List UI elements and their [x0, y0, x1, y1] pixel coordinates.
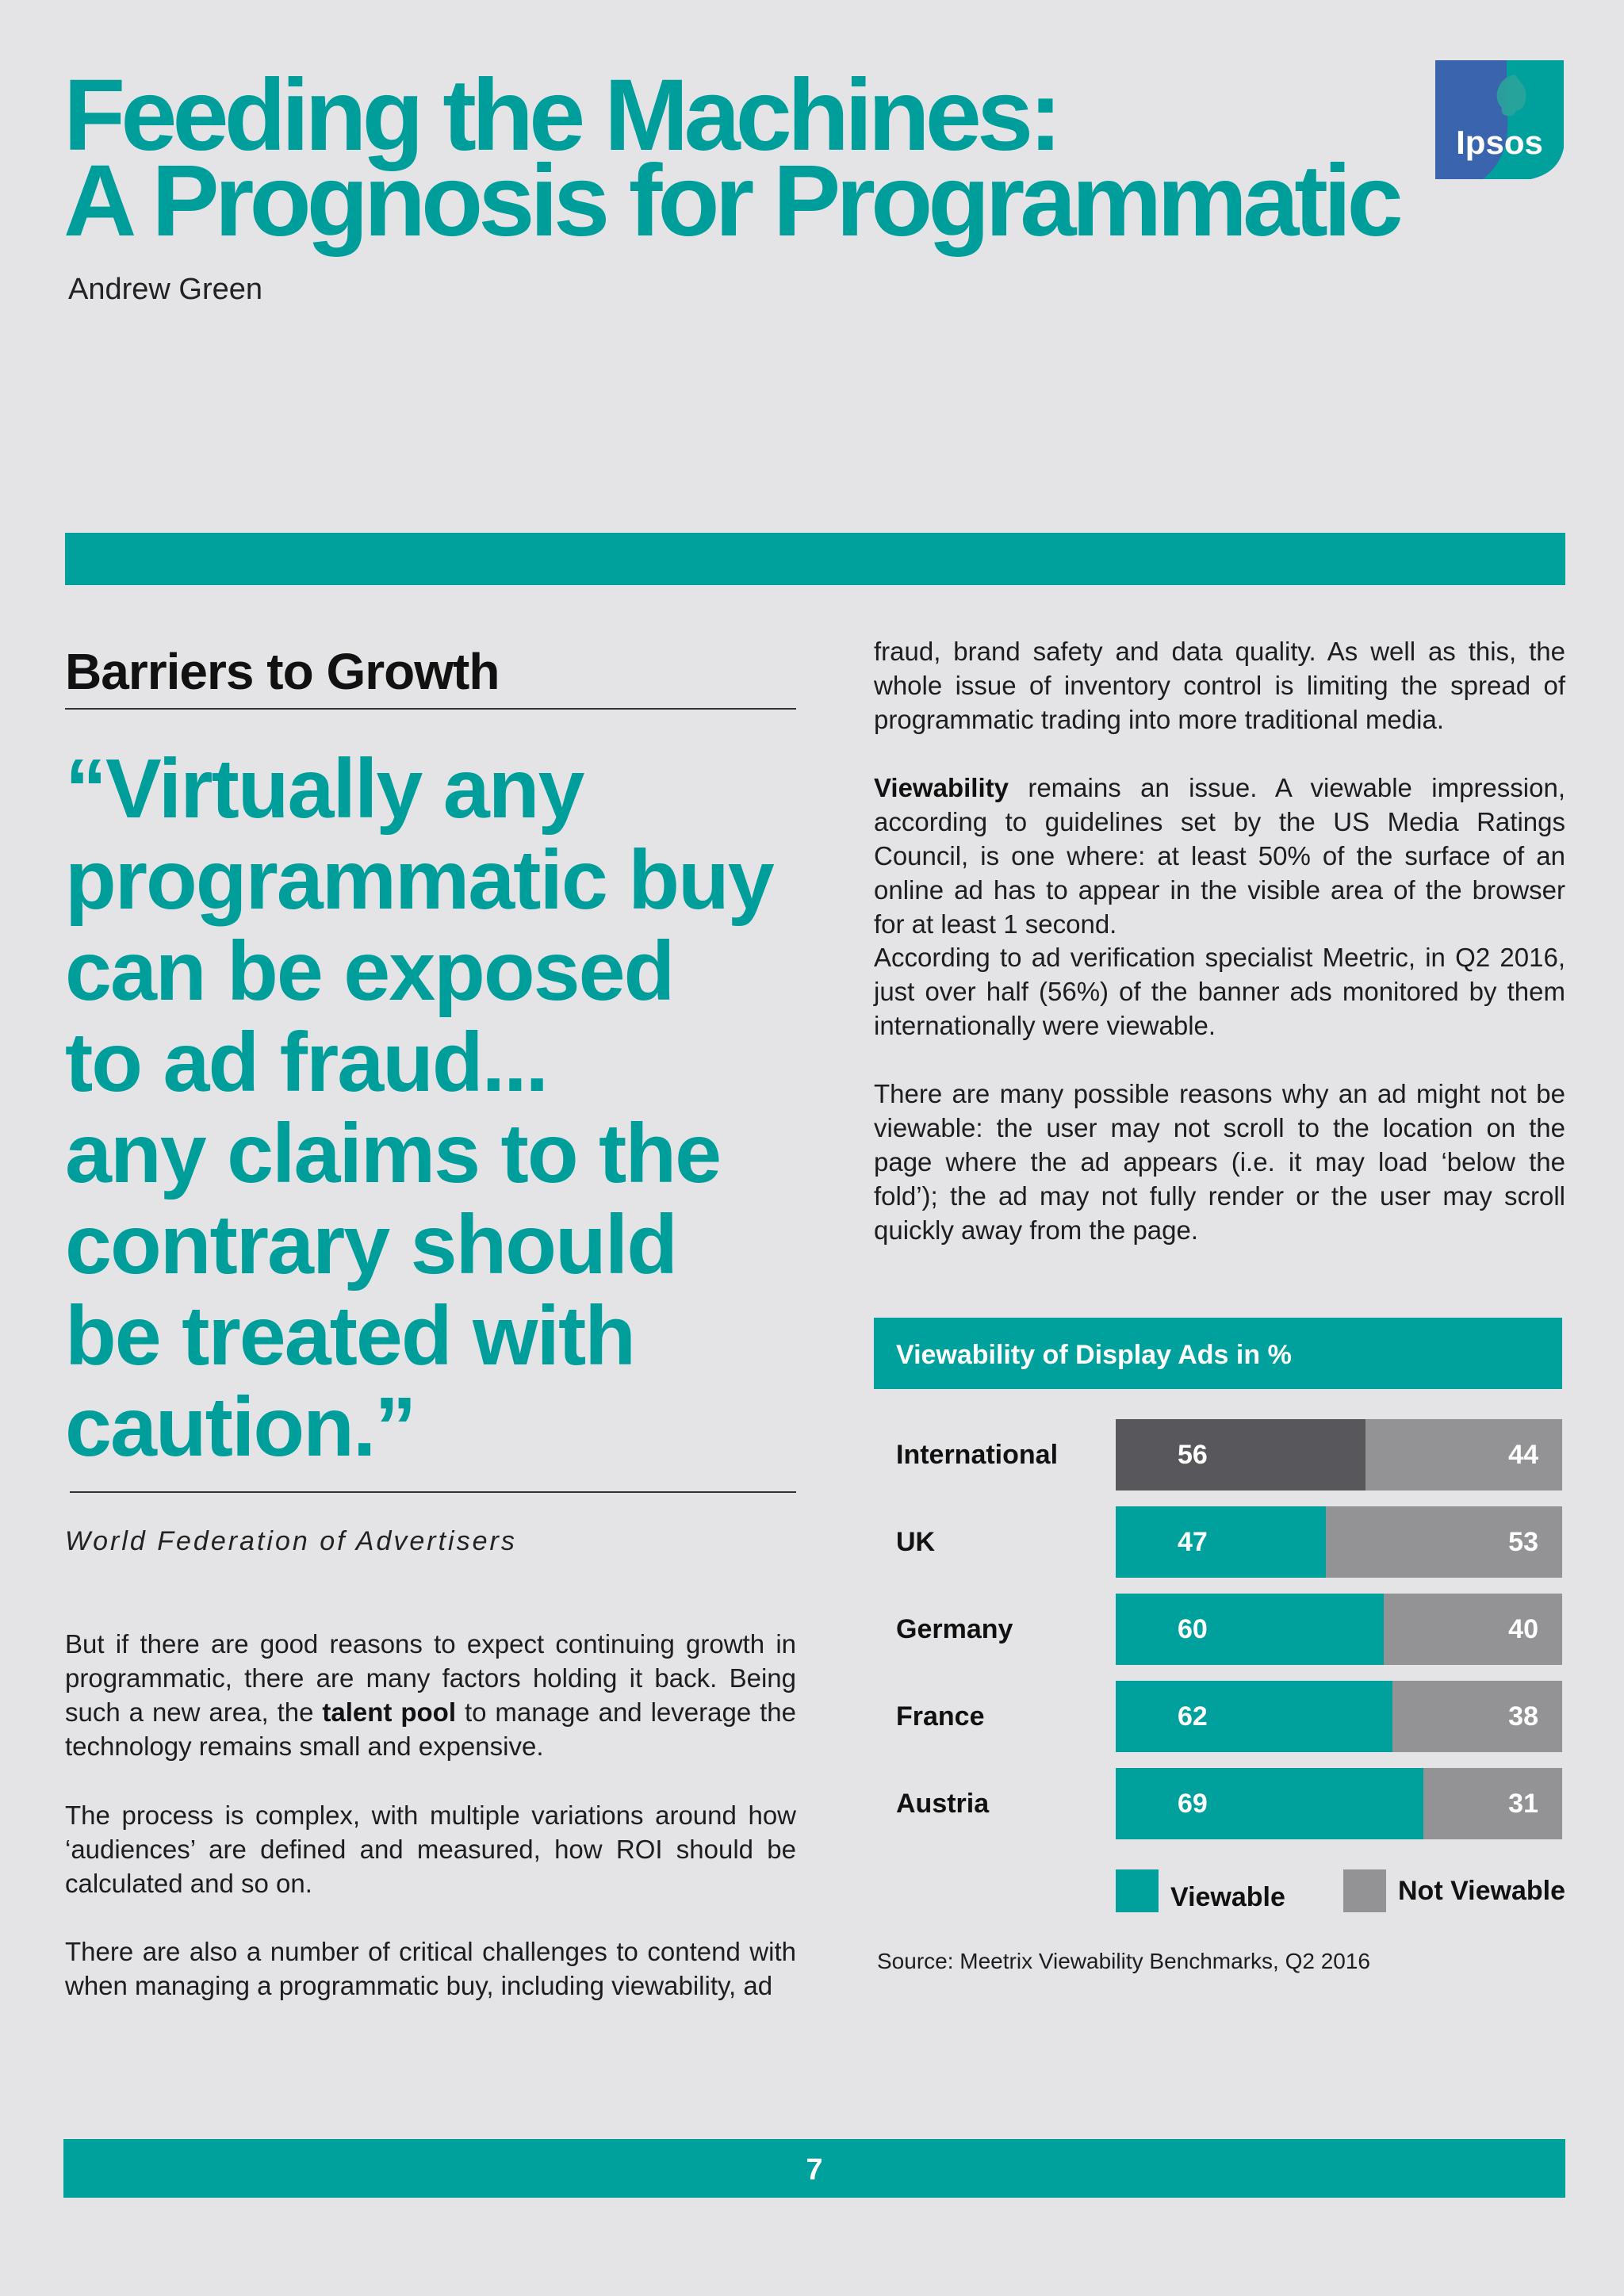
value-label-viewable: 69 — [1178, 1789, 1208, 1819]
bar-viewable-germany — [1116, 1594, 1384, 1665]
chart-title-bar — [874, 1318, 1562, 1389]
paragraph-text: But if there are good reasons to expect continuing growth in programmatic, there are many factors holding it back. Being such a new area, the — [65, 1629, 796, 1727]
legend-swatch-viewable — [1116, 1869, 1159, 1912]
value-label-not-viewable: 53 — [1508, 1527, 1538, 1557]
title-line-1: Feeding the Machines: — [63, 59, 1058, 172]
body-paragraph-1 — [65, 1627, 796, 1763]
logo-text: Ipsos — [1456, 124, 1543, 161]
ipsos-logo — [1435, 60, 1564, 179]
quote-line: caution.” — [65, 1380, 416, 1474]
bar-not-viewable-france — [1116, 1681, 1562, 1752]
bold-term-viewability: Viewability — [874, 773, 1009, 802]
bar-viewable-uk — [1116, 1506, 1326, 1578]
body-paragraph-2: The process is complex, with multiple variations around how ‘audiences’ are defined and measured, how ROI should be calculated and so on. — [65, 1800, 796, 1898]
quote-line: “Virtually any — [65, 742, 584, 836]
value-label-viewable: 62 — [1178, 1701, 1208, 1732]
header-band — [65, 533, 1565, 585]
bar-viewable-austria — [1116, 1768, 1423, 1839]
bar-not-viewable-austria — [1116, 1768, 1562, 1839]
quote-line: be treated with — [65, 1289, 635, 1383]
value-label-not-viewable: 44 — [1508, 1440, 1538, 1470]
bar-not-viewable-germany — [1116, 1594, 1562, 1665]
page-number: 7 — [806, 2153, 823, 2187]
chart-title: Viewability of Display Ads in % — [896, 1340, 1292, 1370]
bar-not-viewable-uk — [1116, 1506, 1562, 1578]
quote-divider — [70, 1491, 796, 1493]
legend-swatch-not-viewable — [1343, 1869, 1386, 1912]
bold-term-talent-pool: talent pool — [322, 1697, 456, 1727]
value-label-viewable: 56 — [1178, 1440, 1208, 1470]
bar-not-viewable-international — [1116, 1419, 1562, 1490]
body-paragraph-4: fraud, brand safety and data quality. As well as this, the whole issue of inventory control is limiting the spread of programmatic trading into more traditional media. — [874, 637, 1565, 734]
category-label-france: France — [896, 1701, 985, 1732]
category-label-germany: Germany — [896, 1614, 1013, 1644]
body-paragraph-7: There are many possible reasons why an ad might not be viewable: the user may not scroll to the location on the page where the ad appears (i.e. it may load ‘below the fold’); the ad may not fully render or the user may scroll quickly away from the page. — [874, 1079, 1565, 1245]
category-label-uk: UK — [896, 1527, 936, 1557]
category-label-austria: Austria — [896, 1789, 990, 1819]
author-name: Andrew Green — [68, 273, 263, 306]
viewability-chart — [874, 1419, 1562, 1819]
body-paragraph-5 — [874, 771, 1565, 941]
quote-line: contrary should — [65, 1198, 677, 1292]
body-paragraph-3: There are also a number of critical challenges to contend with when managing a programmatic buy, including viewability, ad — [65, 1937, 796, 2000]
legend-label-viewable: Viewable — [1170, 1882, 1285, 1912]
paragraph-text: remains an issue. A viewable impression, according to guidelines set by the US Media Ratings Council, is one where: at least 50% of the surface of an online ad has to appear in the visible area of the browser for at least 1 second. — [874, 773, 1565, 939]
quote-line: any claims to the — [65, 1107, 721, 1200]
heading-divider — [65, 708, 796, 710]
value-label-viewable: 60 — [1178, 1614, 1208, 1644]
value-label-not-viewable: 40 — [1508, 1614, 1538, 1644]
legend-label-not-viewable: Not Viewable — [1398, 1876, 1565, 1906]
section-heading: Barriers to Growth — [65, 643, 500, 700]
title-line-2: A Prognosis for Programmatic — [63, 144, 1399, 258]
quote-line: to ad fraud... — [65, 1016, 547, 1109]
value-label-not-viewable: 31 — [1508, 1789, 1538, 1819]
value-label-viewable: 47 — [1178, 1527, 1208, 1557]
page-title — [63, 59, 1411, 258]
quote-line: can be exposed — [65, 924, 674, 1018]
footer-band — [63, 2139, 1565, 2198]
category-label-international: International — [896, 1440, 1059, 1470]
quote-attribution: World Federation of Advertisers — [65, 1526, 517, 1556]
bar-viewable-france — [1116, 1681, 1392, 1752]
pull-quote — [65, 744, 826, 1473]
chart-source: Source: Meetrix Viewability Benchmarks, Q2 2016 — [877, 1949, 1370, 1973]
quote-line: programmatic buy — [65, 833, 773, 927]
bar-viewable-international — [1116, 1419, 1365, 1490]
body-paragraph-6: According to ad verification specialist Meetric, in Q2 2016, just over half (56%) of the banner ads monitored by them internationally were viewable. — [874, 943, 1565, 1040]
chart-legend — [874, 1869, 1565, 1917]
paragraph-text: to manage and leverage the technology remains small and expensive. — [65, 1697, 797, 1761]
value-label-not-viewable: 38 — [1508, 1701, 1538, 1732]
